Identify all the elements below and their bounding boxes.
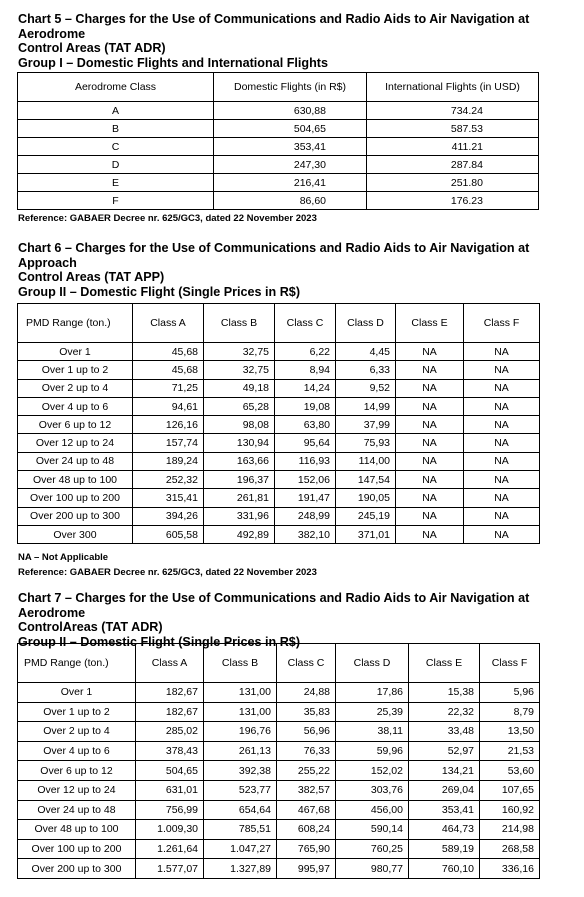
table-cell: NA: [464, 416, 540, 434]
table-cell: 630,88: [214, 102, 367, 120]
table-cell: 134,21: [409, 761, 480, 781]
column-header: Class C: [277, 644, 336, 683]
column-header: Class B: [204, 644, 277, 683]
table-cell: 467,68: [277, 800, 336, 820]
table-cell: 22,32: [409, 702, 480, 722]
table-row: [18, 120, 539, 138]
table-cell: 13,50: [480, 722, 540, 742]
table-cell: 245,19: [336, 507, 396, 525]
table-cell: 392,38: [204, 761, 277, 781]
table-row: [18, 361, 540, 379]
table-cell: 995,97: [277, 859, 336, 879]
table-cell: 411.21: [367, 138, 539, 156]
chart6-title-line1: Chart 6 – Charges for the Use of Communications and Radio Aids to Air Navigation at Approach: [18, 241, 530, 270]
column-header: Domestic Flights (in R$): [214, 73, 367, 102]
table-cell: 654,64: [204, 800, 277, 820]
table-cell: 176.23: [367, 192, 539, 210]
table-cell: 182,67: [136, 683, 204, 703]
table-cell: NA: [396, 416, 464, 434]
table-cell: 590,14: [336, 820, 409, 840]
table-cell: NA: [464, 452, 540, 470]
table-cell: 1.327,89: [204, 859, 277, 879]
table-cell: 25,39: [336, 702, 409, 722]
table-cell: 9,52: [336, 379, 396, 397]
row-label-cell: Over 24 up to 48: [18, 452, 133, 470]
table-cell: 191,47: [275, 489, 336, 507]
table-cell: 382,10: [275, 525, 336, 543]
table-cell: 6,22: [275, 343, 336, 361]
table-cell: 131,00: [204, 702, 277, 722]
table-cell: NA: [396, 434, 464, 452]
table-cell: 464,73: [409, 820, 480, 840]
chart5-title-line1: Chart 5 – Charges for the Use of Communications and Radio Aids to Air Navigation at Aerodrome: [18, 12, 530, 41]
table-cell: 53,60: [480, 761, 540, 781]
table-cell: 504,65: [214, 120, 367, 138]
table-cell: 160,92: [480, 800, 540, 820]
column-header: Aerodrome Class: [18, 73, 214, 102]
table-row: [18, 741, 540, 761]
table-cell: 1.047,27: [204, 839, 277, 859]
table-cell: 261,13: [204, 741, 277, 761]
row-label-cell: Over 1 up to 2: [18, 361, 133, 379]
table-cell: 190,05: [336, 489, 396, 507]
table-cell: 196,37: [204, 471, 275, 489]
table-cell: 523,77: [204, 780, 277, 800]
row-label-cell: B: [18, 120, 214, 138]
column-header: Class E: [409, 644, 480, 683]
table-row: [18, 343, 540, 361]
table-cell: 216,41: [214, 174, 367, 192]
row-label-cell: Over 12 up to 24: [18, 780, 136, 800]
table-cell: 1.009,30: [136, 820, 204, 840]
table-cell: 76,33: [277, 741, 336, 761]
table-row: [18, 507, 540, 525]
table-cell: NA: [464, 434, 540, 452]
table-cell: 248,99: [275, 507, 336, 525]
column-header: Class D: [336, 644, 409, 683]
table-cell: NA: [464, 489, 540, 507]
table-cell: 56,96: [277, 722, 336, 742]
table-cell: 45,68: [133, 343, 204, 361]
table-cell: 371,01: [336, 525, 396, 543]
table-cell: 251.80: [367, 174, 539, 192]
table-cell: NA: [464, 397, 540, 415]
row-label-cell: Over 4 up to 6: [18, 741, 136, 761]
row-label-cell: Over 24 up to 48: [18, 800, 136, 820]
table-cell: 33,48: [409, 722, 480, 742]
table-cell: NA: [396, 343, 464, 361]
table-cell: 182,67: [136, 702, 204, 722]
row-label-cell: Over 48 up to 100: [18, 471, 133, 489]
chart5-group: Group I – Domestic Flights and International Flights: [18, 55, 328, 70]
table-cell: 760,10: [409, 859, 480, 879]
row-label-cell: Over 6 up to 12: [18, 416, 133, 434]
chart6-title-line2: Control Areas (TAT APP): [18, 270, 165, 284]
table-cell: 5,96: [480, 683, 540, 703]
chart6-note: NA – Not Applicable: [18, 552, 109, 563]
row-label-cell: D: [18, 156, 214, 174]
table-cell: 8,79: [480, 702, 540, 722]
table-cell: 8,94: [275, 361, 336, 379]
table-cell: 163,66: [204, 452, 275, 470]
table-row: [18, 683, 540, 703]
table-cell: 196,76: [204, 722, 277, 742]
table-cell: 49,18: [204, 379, 275, 397]
table-cell: 608,24: [277, 820, 336, 840]
table-cell: 24,88: [277, 683, 336, 703]
table-row: [18, 489, 540, 507]
row-label-cell: Over 12 up to 24: [18, 434, 133, 452]
table-cell: 756,99: [136, 800, 204, 820]
table-cell: 785,51: [204, 820, 277, 840]
table-cell: 157,74: [133, 434, 204, 452]
column-header: Class F: [480, 644, 540, 683]
table-cell: 382,57: [277, 780, 336, 800]
table-cell: 116,93: [275, 452, 336, 470]
table-cell: 353,41: [409, 800, 480, 820]
table-cell: 589,19: [409, 839, 480, 859]
chart6-group: Group II – Domestic Flight (Single Prices in R$): [18, 284, 301, 299]
table-cell: NA: [396, 379, 464, 397]
table-row: [18, 800, 540, 820]
table-row: [18, 761, 540, 781]
table-cell: 19,08: [275, 397, 336, 415]
column-header: PMD Range (ton.): [18, 304, 133, 343]
table-row: [18, 192, 539, 210]
column-header: Class A: [133, 304, 204, 343]
row-label-cell: Over 300: [18, 525, 133, 543]
table-cell: NA: [464, 379, 540, 397]
table-row: [18, 416, 540, 434]
chart7-title-line2: ControlAreas (TAT ADR): [18, 620, 163, 634]
table-row: [18, 839, 540, 859]
table-row: [18, 820, 540, 840]
table-cell: 126,16: [133, 416, 204, 434]
table-cell: 214,98: [480, 820, 540, 840]
table-cell: NA: [464, 507, 540, 525]
chart5-title: [18, 12, 578, 70]
table-cell: 287.84: [367, 156, 539, 174]
table-row: [18, 525, 540, 543]
table-cell: 17,86: [336, 683, 409, 703]
row-label-cell: A: [18, 102, 214, 120]
table-row: [18, 471, 540, 489]
table-row: [18, 859, 540, 879]
chart5-reference: Reference: GABAER Decree nr. 625/GC3, dated 22 November 2023: [18, 213, 317, 224]
table-cell: 107,65: [480, 780, 540, 800]
table-cell: 6,33: [336, 361, 396, 379]
row-label-cell: Over 6 up to 12: [18, 761, 136, 781]
column-header: PMD Range (ton.): [18, 644, 136, 683]
column-header: Class F: [464, 304, 540, 343]
table-cell: 63,80: [275, 416, 336, 434]
table-cell: 52,97: [409, 741, 480, 761]
table-cell: 147,54: [336, 471, 396, 489]
table-cell: 353,41: [214, 138, 367, 156]
table-cell: 255,22: [277, 761, 336, 781]
row-label-cell: Over 1 up to 2: [18, 702, 136, 722]
table-cell: 378,43: [136, 741, 204, 761]
row-label-cell: Over 200 up to 300: [18, 859, 136, 879]
table-cell: NA: [396, 397, 464, 415]
table-cell: 268,58: [480, 839, 540, 859]
table-row: [18, 156, 539, 174]
table-cell: NA: [396, 507, 464, 525]
table-cell: 315,41: [133, 489, 204, 507]
table-cell: 760,25: [336, 839, 409, 859]
table-cell: 131,00: [204, 683, 277, 703]
table-cell: 35,83: [277, 702, 336, 722]
table-cell: 32,75: [204, 361, 275, 379]
table-row: [18, 397, 540, 415]
chart6-reference: Reference: GABAER Decree nr. 625/GC3, dated 22 November 2023: [18, 567, 317, 578]
table-cell: 86,60: [214, 192, 367, 210]
table-cell: 65,28: [204, 397, 275, 415]
table-cell: 605,58: [133, 525, 204, 543]
table-cell: NA: [396, 525, 464, 543]
row-label-cell: Over 100 up to 200: [18, 489, 133, 507]
table-cell: NA: [396, 452, 464, 470]
table-cell: NA: [464, 471, 540, 489]
column-header: Class D: [336, 304, 396, 343]
table-cell: 269,04: [409, 780, 480, 800]
table-cell: 152,02: [336, 761, 409, 781]
table-row: [18, 434, 540, 452]
table-row: [18, 780, 540, 800]
table-cell: 14,24: [275, 379, 336, 397]
column-header: Class B: [204, 304, 275, 343]
column-header: Class A: [136, 644, 204, 683]
column-header: Class C: [275, 304, 336, 343]
row-label-cell: Over 100 up to 200: [18, 839, 136, 859]
table-header-row: [18, 73, 539, 102]
chart7-group: Group II – Domestic Flight (Single Prices in R$): [18, 634, 301, 649]
chart6-title: [18, 241, 578, 299]
row-label-cell: Over 200 up to 300: [18, 507, 133, 525]
table-cell: 492,89: [204, 525, 275, 543]
chart5-title-line2: Control Areas (TAT ADR): [18, 41, 166, 55]
table-cell: 71,25: [133, 379, 204, 397]
table-cell: 765,90: [277, 839, 336, 859]
column-header: Class E: [396, 304, 464, 343]
table-cell: 114,00: [336, 452, 396, 470]
row-label-cell: Over 4 up to 6: [18, 397, 133, 415]
table-cell: 94,61: [133, 397, 204, 415]
table-cell: 15,38: [409, 683, 480, 703]
table-cell: 285,02: [136, 722, 204, 742]
table-cell: 734.24: [367, 102, 539, 120]
table-cell: 130,94: [204, 434, 275, 452]
row-label-cell: C: [18, 138, 214, 156]
table-row: [18, 174, 539, 192]
row-label-cell: Over 1: [18, 683, 136, 703]
table-cell: 1.261,64: [136, 839, 204, 859]
row-label-cell: Over 2 up to 4: [18, 379, 133, 397]
table-cell: 189,24: [133, 452, 204, 470]
chart7-table: [17, 643, 540, 879]
table-cell: 37,99: [336, 416, 396, 434]
table-cell: 14,99: [336, 397, 396, 415]
table-cell: NA: [464, 525, 540, 543]
table-cell: NA: [396, 361, 464, 379]
table-row: [18, 452, 540, 470]
table-header-row: [18, 644, 540, 683]
table-cell: 59,96: [336, 741, 409, 761]
table-cell: 980,77: [336, 859, 409, 879]
table-cell: 336,16: [480, 859, 540, 879]
table-cell: 152,06: [275, 471, 336, 489]
table-row: [18, 722, 540, 742]
row-label-cell: Over 48 up to 100: [18, 820, 136, 840]
table-header-row: [18, 304, 540, 343]
table-cell: 1.577,07: [136, 859, 204, 879]
chart7-title-line1: Chart 7 – Charges for the Use of Communications and Radio Aids to Air Navigation at Aerodrome: [18, 591, 530, 620]
row-label-cell: E: [18, 174, 214, 192]
table-cell: 21,53: [480, 741, 540, 761]
chart5-table: [17, 72, 539, 210]
table-cell: NA: [464, 343, 540, 361]
table-cell: 75,93: [336, 434, 396, 452]
table-row: [18, 102, 539, 120]
table-cell: 394,26: [133, 507, 204, 525]
chart7-title: [18, 591, 578, 649]
table-cell: 456,00: [336, 800, 409, 820]
table-cell: 504,65: [136, 761, 204, 781]
row-label-cell: Over 2 up to 4: [18, 722, 136, 742]
table-cell: 331,96: [204, 507, 275, 525]
column-header: International Flights (in USD): [367, 73, 539, 102]
table-cell: 631,01: [136, 780, 204, 800]
row-label-cell: F: [18, 192, 214, 210]
table-cell: 303,76: [336, 780, 409, 800]
row-label-cell: Over 1: [18, 343, 133, 361]
table-cell: NA: [464, 361, 540, 379]
table-cell: NA: [396, 471, 464, 489]
chart6-table: [17, 303, 540, 544]
table-cell: 587.53: [367, 120, 539, 138]
table-cell: 4,45: [336, 343, 396, 361]
table-row: [18, 138, 539, 156]
table-cell: 261,81: [204, 489, 275, 507]
table-cell: 45,68: [133, 361, 204, 379]
table-cell: 252,32: [133, 471, 204, 489]
table-row: [18, 702, 540, 722]
table-cell: 38,11: [336, 722, 409, 742]
table-cell: 247,30: [214, 156, 367, 174]
table-row: [18, 379, 540, 397]
table-cell: NA: [396, 489, 464, 507]
table-cell: 95,64: [275, 434, 336, 452]
table-cell: 98,08: [204, 416, 275, 434]
table-cell: 32,75: [204, 343, 275, 361]
